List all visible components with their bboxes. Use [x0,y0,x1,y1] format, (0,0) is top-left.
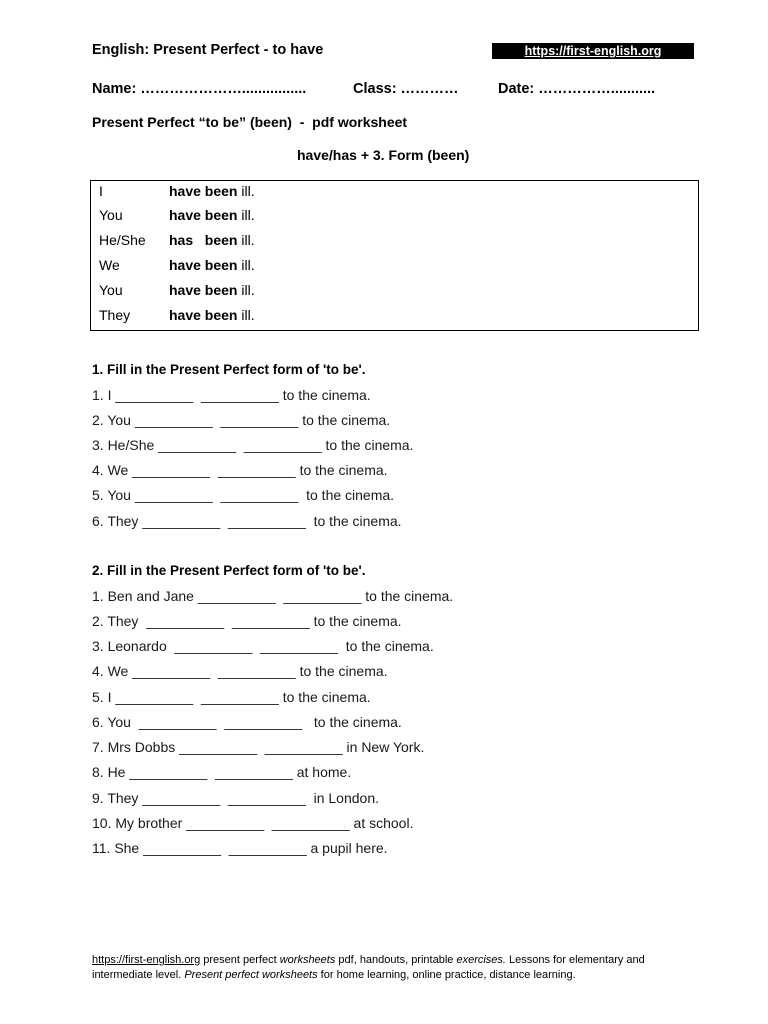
conjugation-table [90,180,699,331]
exercise-2-item: 10. My brother __________ __________ at school. [92,815,414,831]
footer-text: present perfect [200,954,280,966]
exercise-2-item: 4. We __________ __________ to the cinema. [92,663,388,679]
conjugation-complement: ill. [237,207,255,223]
conjugation-complement: ill. [237,232,255,248]
exercise-2-item: 6. You __________ __________ to the cinema. [92,714,402,730]
worksheet-subtitle: Present Perfect “to be” (been) - pdf worksheet [92,114,408,130]
exercise-1-item: 3. He/She __________ __________ to the cinema. [92,437,414,453]
exercise-2-item: 5. I __________ __________ to the cinema. [92,689,371,705]
conjugation-complement: ill. [237,307,255,323]
date-field-label: Date: ……………........... [498,81,656,97]
exercise-2-item: 7. Mrs Dobbs __________ __________ in New York. [92,739,425,755]
site-url-banner[interactable] [492,43,694,59]
conjugation-complement: ill. [237,282,255,298]
footer-text-italic: Present perfect worksheets [184,969,318,981]
footer-text: Lessons for elementary and intermediate level. [92,954,645,981]
conjugation-complement: ill. [237,257,255,273]
site-url-link[interactable]: https://first-english.org [524,44,662,58]
conjugation-pronoun: I [99,183,103,199]
exercise-1-item: 1. I __________ __________ to the cinema. [92,387,371,403]
footer-text: for home learning, online practice, distance learning. [317,969,576,981]
class-field-label: Class: ………… [353,81,459,97]
exercise-1-item: 4. We __________ __________ to the cinema. [92,462,388,478]
grammar-formula: have/has + 3. Form (been) [297,147,470,163]
conjugation-verb: have been [169,183,238,199]
footer-link[interactable]: https://first-english.org [92,954,201,966]
worksheet-title: English: Present Perfect - to have [92,42,324,58]
name-field-label: Name: …………………................ [92,81,307,97]
exercise-1-heading: 1. Fill in the Present Perfect form of 'to be'. [92,362,366,377]
exercise-1-item: 5. You __________ __________ to the cinema. [92,487,395,503]
footer-text: pdf, handouts, printable [335,954,457,966]
conjugation-verb: have been [169,282,238,298]
conjugation-pronoun: You [99,207,123,223]
conjugation-verb: have been [169,207,238,223]
exercise-2-item: 9. They __________ __________ in London. [92,790,379,806]
exercise-2-heading: 2. Fill in the Present Perfect form of 'to be'. [92,563,366,578]
footer-text-italic: exercises. [456,954,506,966]
conjugation-pronoun: He/She [99,232,146,248]
footer-text-italic: worksheets [279,954,336,966]
conjugation-verb: have been [169,307,238,323]
conjugation-pronoun: We [99,257,120,273]
conjugation-pronoun: They [99,307,131,323]
page-footer [92,953,692,983]
exercise-2-item: 1. Ben and Jane __________ __________ to the cinema. [92,588,454,604]
conjugation-complement: ill. [237,183,255,199]
exercise-2-item: 2. They __________ __________ to the cinema. [92,613,402,629]
exercise-2-item: 3. Leonardo __________ __________ to the cinema. [92,638,434,654]
conjugation-verb: have been [169,257,238,273]
exercise-1-item: 6. They __________ __________ to the cinema. [92,513,402,529]
conjugation-verb: has been [169,232,238,248]
exercise-2-item: 8. He __________ __________ at home. [92,764,352,780]
conjugation-pronoun: You [99,282,123,298]
exercise-1-item: 2. You __________ __________ to the cinema. [92,412,391,428]
exercise-2-item: 11. She __________ __________ a pupil here. [92,840,388,856]
